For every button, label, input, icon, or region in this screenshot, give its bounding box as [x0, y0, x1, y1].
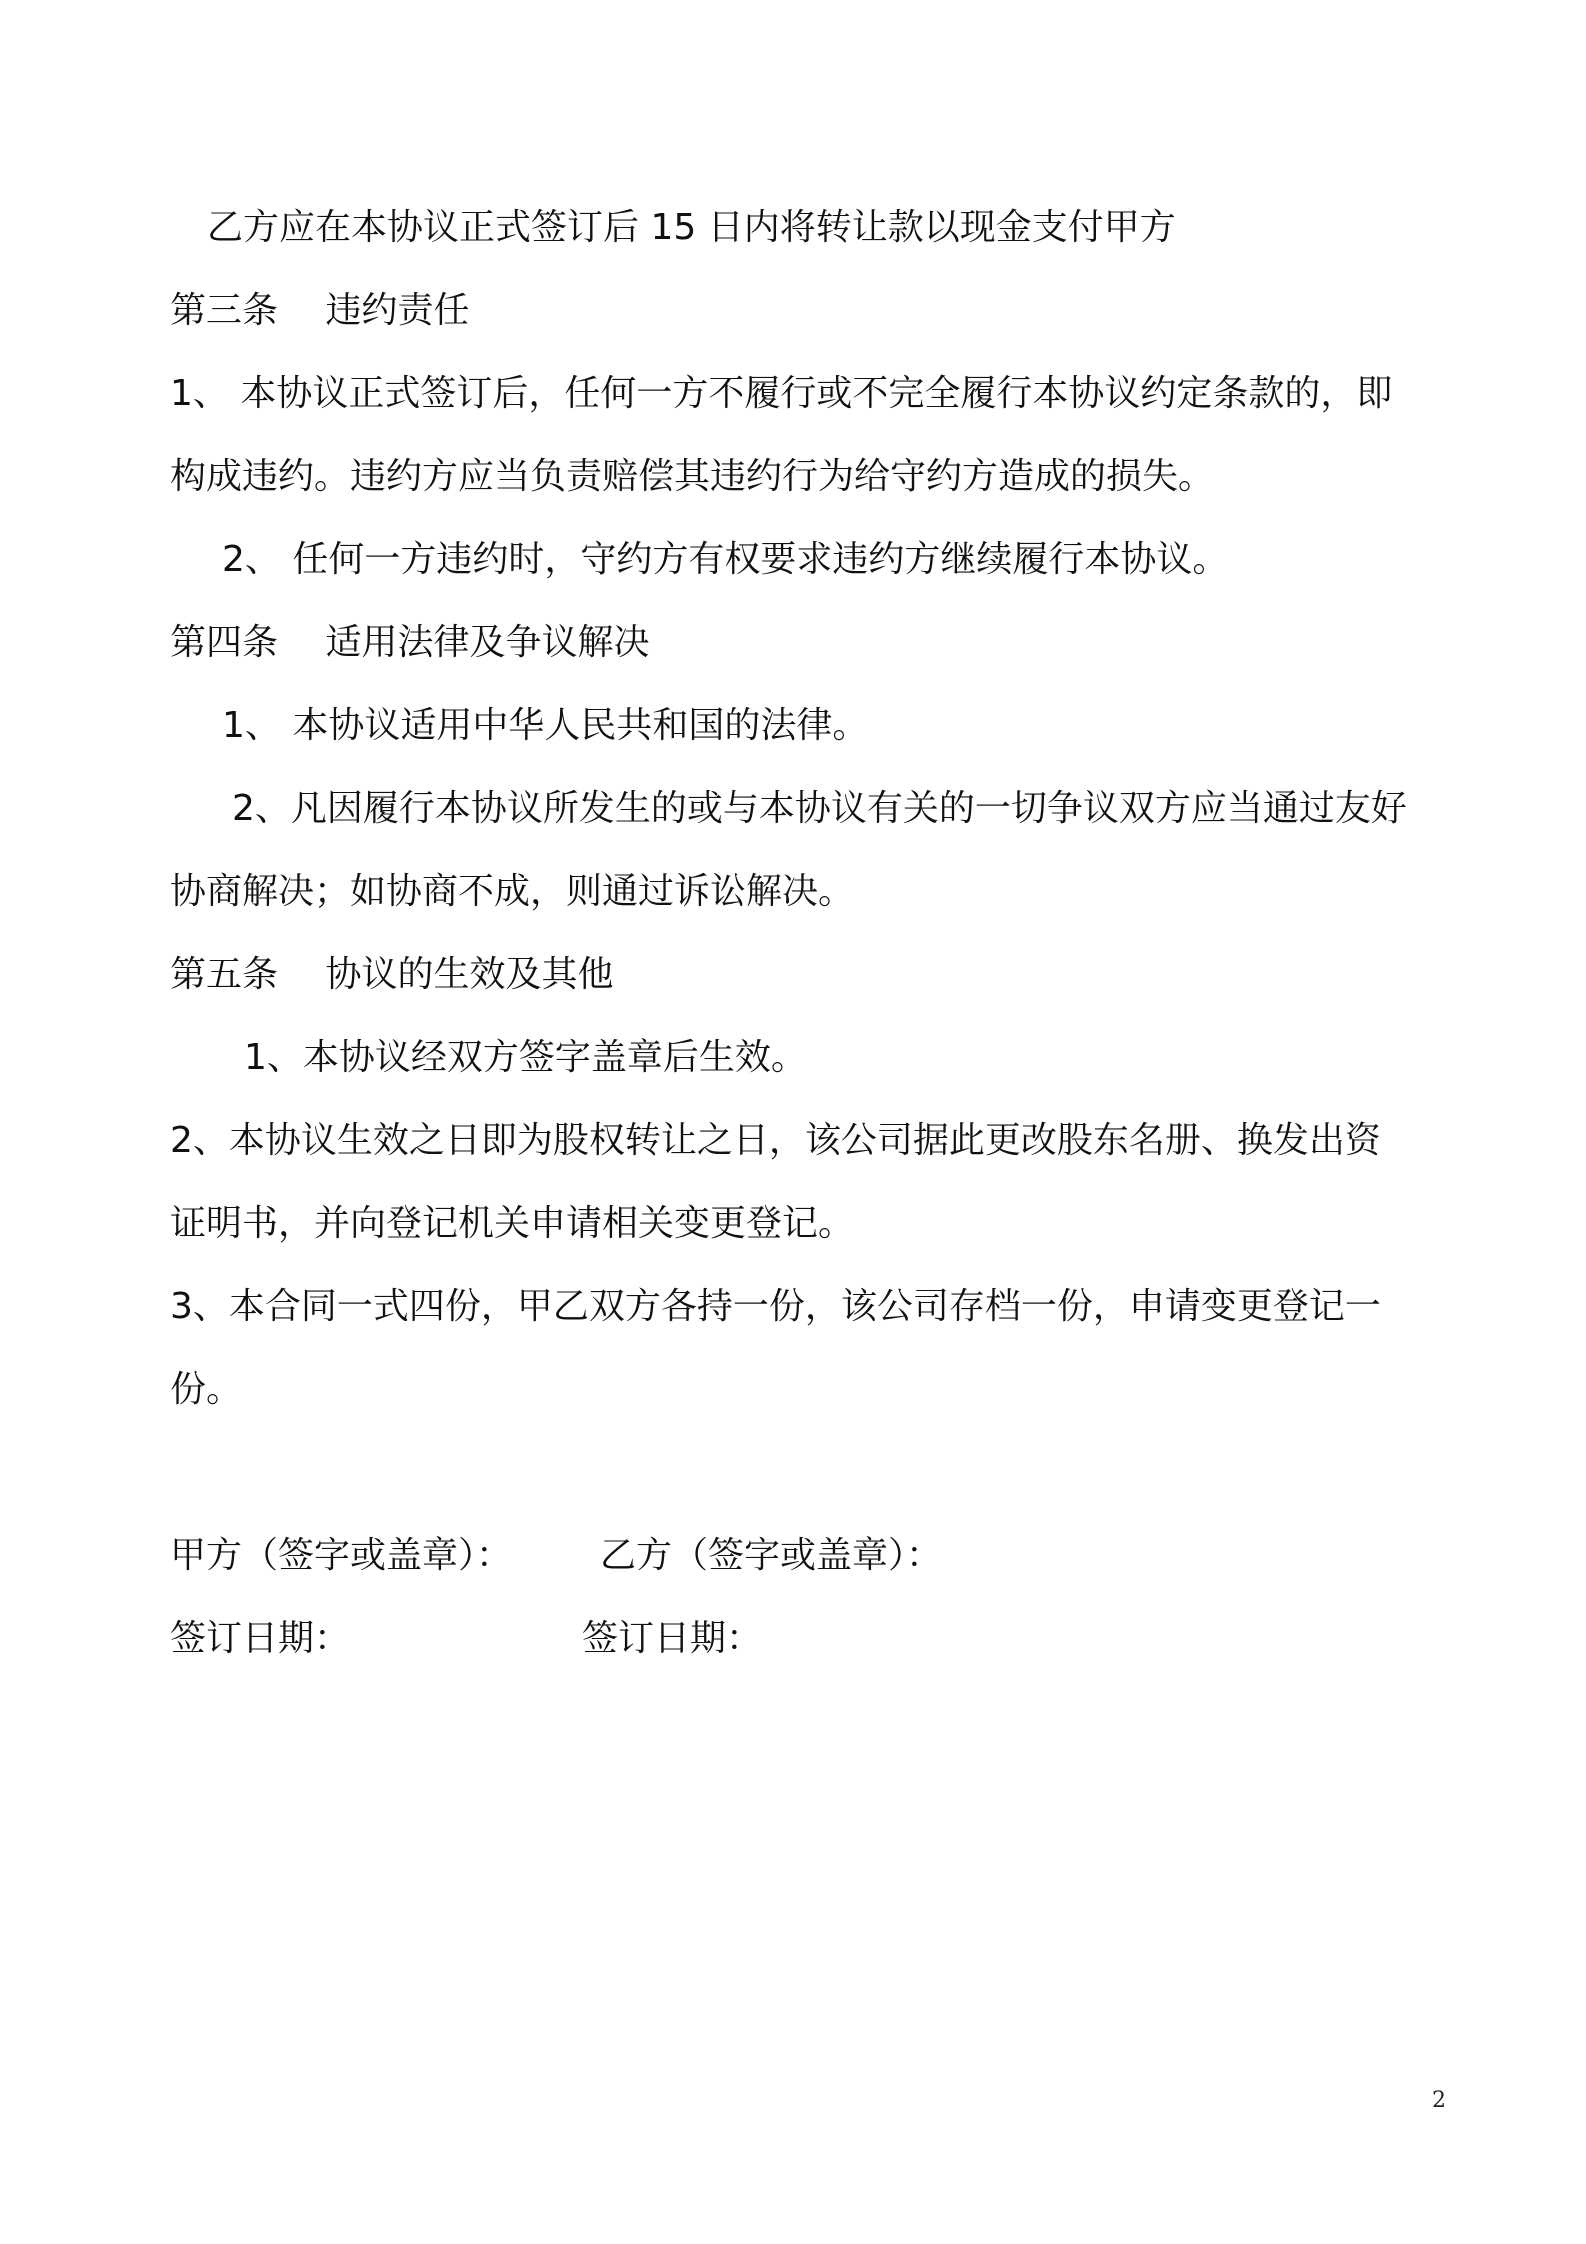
- article-4-heading: 第四条 适用法律及争议解决: [170, 622, 650, 663]
- article-3-item-1-line-2: 构成违约。违约方应当负责赔偿其违约行为给守约方造成的损失。: [170, 456, 1215, 497]
- article-3-heading: 第三条 违约责任: [170, 290, 470, 331]
- party-b-date-label: 签订日期：: [582, 1618, 763, 1659]
- article-4-item-1: 1、 本协议适用中华人民共和国的法律。: [222, 705, 869, 746]
- party-b-signature-label: 乙方（签字或盖章）：: [600, 1535, 943, 1576]
- article-3-item-1-line-1: 1、 本协议正式签订后，任何一方不履行或不完全履行本协议约定条款的，即: [170, 373, 1393, 414]
- article-4-item-2-line-2: 协商解决；如协商不成，则通过诉讼解决。: [170, 871, 855, 912]
- intro-paragraph: 乙方应在本协议正式签订后 15 日内将转让款以现金支付甲方: [207, 207, 1176, 248]
- article-5-item-3-line-1: 3、本合同一式四份，甲乙双方各持一份，该公司存档一份，申请变更登记一: [170, 1286, 1381, 1327]
- article-5-item-3-line-2: 份。: [170, 1369, 243, 1410]
- article-5-item-1: 1、本协议经双方签字盖章后生效。: [244, 1037, 807, 1078]
- party-a-date-label: 签订日期：: [170, 1618, 351, 1659]
- article-5-heading: 第五条 协议的生效及其他: [170, 954, 614, 995]
- article-5-item-2-line-2: 证明书，并向登记机关申请相关变更登记。: [170, 1203, 855, 1244]
- article-5-item-2-line-1: 2、本协议生效之日即为股权转让之日，该公司据此更改股东名册、换发出资: [170, 1120, 1381, 1161]
- article-4-item-2-line-1: 2、凡因履行本协议所发生的或与本协议有关的一切争议双方应当通过友好: [232, 788, 1407, 829]
- party-a-signature-label: 甲方（签字或盖章）：: [170, 1535, 513, 1576]
- article-3-item-2: 2、 任何一方违约时，守约方有权要求违约方继续履行本协议。: [222, 539, 1229, 580]
- page-number: 2: [1432, 2088, 1446, 2113]
